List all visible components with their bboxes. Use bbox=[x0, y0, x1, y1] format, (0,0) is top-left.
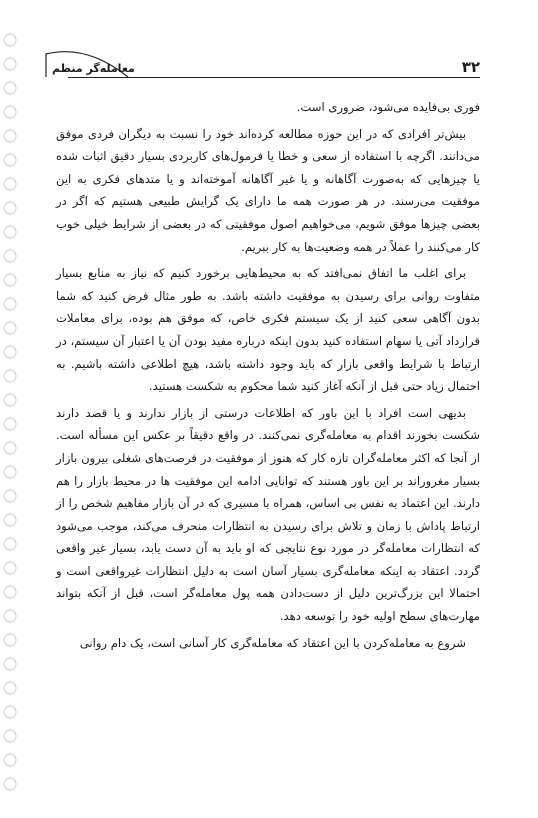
body-text bbox=[56, 96, 480, 654]
paragraph-continuation: فوری بی‌فایده می‌شود، ضروری است. bbox=[296, 100, 480, 114]
binding-holes-decoration bbox=[0, 0, 24, 818]
page-number: ۳۲ bbox=[461, 58, 480, 76]
paragraph: بدیهی است افراد با این باور که اطلاعات درستی از بازار ندارند و یا قصد دارند شکست بخورند اقدام به معامله‌گری نمی‌کنند. در واقع دقیقاً بر عکس این مسأله است. از آنجا که اکثر معامله‌گران تازه کار که هنوز از موفقیت در فرصت‌های شغلی بیرون بازار بسیار مغروراند بر این باور هستند که توانایی ادامه این موفقیت ها در محیط بازار را هم دارند. این اعتماد به نفس بی اساس، همراه با مسیری که در آن بازار مفاهیم شخص را از ارتباط پاداش با زمان و تلاش برای رسیدن به انتظارات منحرف می‌کند، موجب می‌شود که انتظارات معامله‌گر در مورد نوع نتایجی که او باید به آن دست یابد، بسیار غیر واقعی گردد. اعتقاد به اینکه معامله‌گری بسیار آسان است به دلیل انتظارات غیرواقعی است و احتمالا این بزرگ‌ترین دلیل از دست‌دادن همه پول معامله‌گر است، قبل از آنکه بتواند مهارت‌های سطح اولیه خود را توسعه دهد. bbox=[56, 405, 480, 624]
header-rule bbox=[68, 77, 480, 78]
paragraph: بیش‌تر افرادی که در این حوزه مطالعه کرده‌اند خود را نسبت به دیگران فردی موفق می‌دانند. اگرچه با استفاده از سعی و خطا یا فرمول‌های کاربردی بسیار دقیق اثبات شده یا چیزهایی که به‌صورت آگاهانه و یا غیر آگاهانه آموخته‌اند و یا متدهای فکری به این موفقیت می‌رسند. در هر صورت همه ما دارای یک گرایش طبیعی هستیم که اگر در بعضی چیزها موفق شویم، می‌خواهیم اصول موفقیتی که در بعضی از شرایط خیلی خوب کار می‌کنند را عملاً در همه وضعیت‌ها به کار ببریم. bbox=[56, 126, 480, 254]
paragraph: برای اغلب ما اتفاق نمی‌افتد که به محیط‌هایی برخورد کنیم که نیاز به منابع بسیار متفاوت روانی برای رسیدن به موفقیت داشته باشد. به طور مثال فرض کنید که شما بدون آگاهی سعی کنید از یک سیستم فکری خاص، که موفق هم بوده، برای معاملات قرارداد آتی یا سهام استفاده کنید بدون اینکه درباره مفید بودن آن یا اعتبار آن سیستم، در ارتباط با شرایط واقعی بازار که باید وجود داشته باشد، هیچ اطلاعی داشته باشیم. به احتمال زیاد حتی قبل از آنکه آغاز کنید شما محکوم به شکست هستید. bbox=[56, 266, 480, 394]
running-title: معامله‌گر منظم bbox=[52, 62, 135, 75]
paragraph: شروع به معامله‌کردن با این اعتقاد که معامله‌گری کار آسانی است، یک دام روانی bbox=[79, 635, 466, 650]
